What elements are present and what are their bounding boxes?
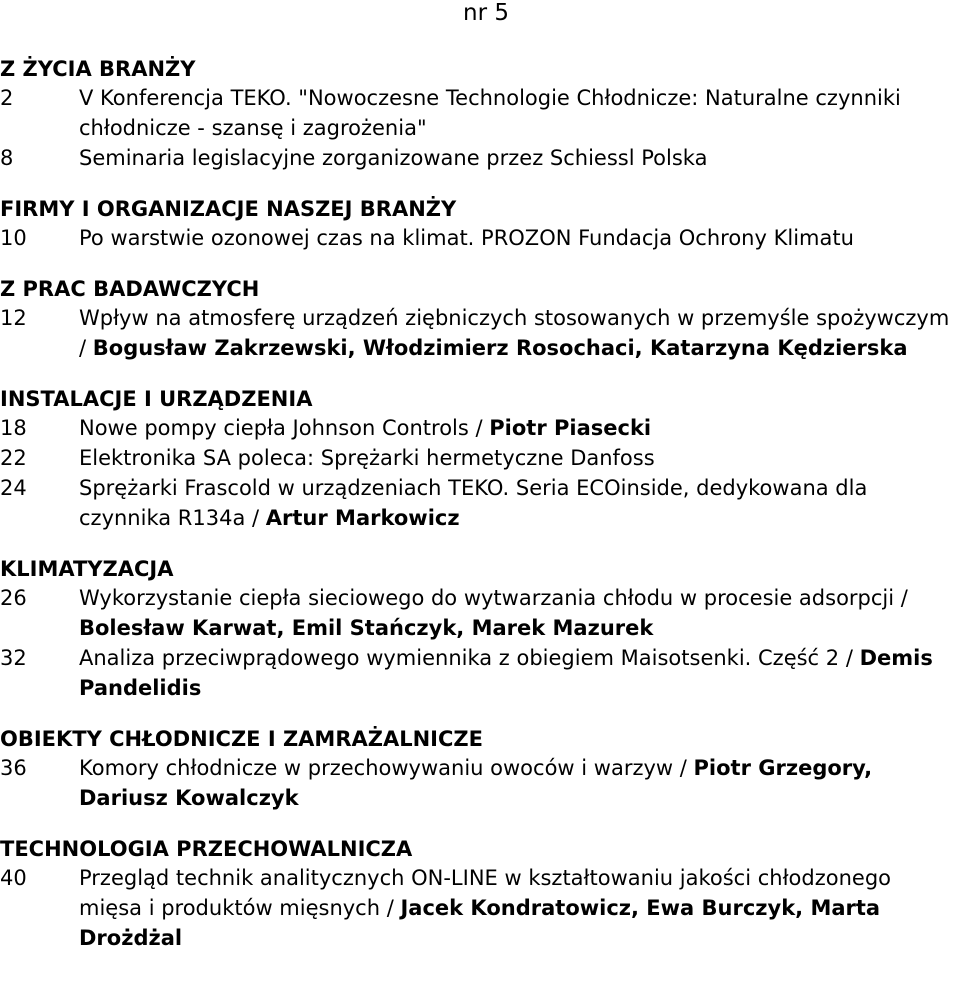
entry-page-number: 26 [0, 586, 27, 610]
entry-text [79, 223, 960, 253]
section-heading: KLIMATYZACJA [0, 557, 174, 581]
toc-entry [0, 473, 960, 533]
entry-text [79, 443, 960, 473]
entry-page-number: 32 [0, 646, 27, 670]
entry-text [79, 83, 960, 143]
entry-title: Elektronika SA poleca: Sprężarki hermetyczne Danfoss [79, 446, 655, 470]
entry-title: Wykorzystanie ciepła sieciowego do wytwarzania chłodu w procesie adsorpcji [79, 586, 895, 610]
entry-separator: / [79, 336, 93, 360]
toc-section [0, 195, 960, 253]
section-heading: FIRMY I ORGANIZACJE NASZEJ BRANŻY [0, 197, 457, 221]
entry-authors: Bogusław Zakrzewski, Włodzimierz Rosochaci, Katarzyna Kędzierska [92, 336, 908, 360]
entry-page-number: 10 [0, 226, 27, 250]
entry-title: V Konferencja TEKO. "Nowoczesne Technologie Chłodnicze: Naturalne czynniki chłodnicze - szansę i zagrożenia" [79, 86, 901, 140]
issue-number: nr 5 [463, 0, 509, 26]
toc-entry [0, 83, 960, 143]
entry-separator: / [245, 506, 266, 530]
entry-text [79, 863, 960, 953]
section-gap [0, 813, 960, 835]
section-gap [0, 173, 960, 195]
entry-page-number: 2 [0, 86, 14, 110]
toc-entry [0, 413, 960, 443]
section-heading: INSTALACJE I URZĄDZENIA [0, 387, 313, 411]
entry-title: Sprężarki Frascold w urządzeniach TEKO. Seria ECOinside, dedykowana dla czynnika R134a [79, 476, 868, 530]
section-heading: Z ŻYCIA BRANŻY [0, 57, 196, 81]
entry-authors: Artur Markowicz [265, 506, 460, 530]
toc-section [0, 385, 960, 533]
section-heading: TECHNOLOGIA PRZECHOWALNICZA [0, 837, 413, 861]
section-gap [0, 533, 960, 555]
toc-entry [0, 753, 960, 813]
entry-title: Wpływ na atmosferę urządzeń ziębniczych stosowanych w przemyśle spożywczym [79, 306, 950, 330]
toc-section [0, 725, 960, 813]
toc-entry [0, 643, 960, 703]
entry-authors: Piotr Piasecki [489, 416, 652, 440]
entry-separator: / [673, 756, 694, 780]
toc-section [0, 275, 960, 363]
toc-entry [0, 443, 960, 473]
entry-page-number: 18 [0, 416, 27, 440]
entry-title: Komory chłodnicze w przechowywaniu owoców i warzyw [79, 756, 674, 780]
entry-page-number: 24 [0, 476, 27, 500]
entry-page-number: 36 [0, 756, 27, 780]
toc-entry [0, 303, 960, 363]
entry-separator: / [894, 586, 908, 610]
entry-title: Seminaria legislacyjne zorganizowane przez Schiessl Polska [79, 146, 708, 170]
entry-page-number: 8 [0, 146, 14, 170]
entry-page-number: 22 [0, 446, 27, 470]
entry-authors: Bolesław Karwat, Emil Stańczyk, Marek Mazurek [79, 616, 654, 640]
entry-text [79, 143, 960, 173]
toc-entry [0, 143, 960, 173]
entry-title: Analiza przeciwprądowego wymiennika z obiegiem Maisotsenki. Część 2 [79, 646, 840, 670]
entry-text [79, 473, 960, 533]
section-heading: OBIEKTY CHŁODNICZE I ZAMRAŻALNICZE [0, 727, 483, 751]
entry-separator: / [468, 416, 490, 440]
toc-entry [0, 863, 960, 953]
entry-text [79, 413, 960, 443]
toc-section [0, 835, 960, 953]
section-heading: Z PRAC BADAWCZYCH [0, 277, 260, 301]
section-gap [0, 253, 960, 275]
entry-title: Nowe pompy ciepła Johnson Controls [79, 416, 469, 440]
section-gap [0, 703, 960, 725]
entry-text [79, 303, 960, 363]
entry-page-number: 40 [0, 866, 27, 890]
entry-text [79, 753, 960, 813]
entry-authors: Demis Pandelidis [79, 646, 933, 700]
entry-separator: / [839, 646, 860, 670]
toc-entry [0, 583, 960, 643]
entry-authors: Piotr Grzegory, Dariusz Kowalczyk [79, 756, 873, 810]
entry-separator: / [380, 896, 401, 920]
toc-section [0, 555, 960, 703]
entry-text [79, 643, 960, 703]
toc-entry [0, 223, 960, 253]
entry-title: Po warstwie ozonowej czas na klimat. PROZON Fundacja Ochrony Klimatu [79, 226, 854, 250]
section-gap [0, 363, 960, 385]
entry-title: Przegląd technik analitycznych ON-LINE w kształtowaniu jakości chłodzonego mięsa i produktów mięsnych [79, 866, 892, 920]
entry-text [79, 583, 960, 643]
entry-authors: Jacek Kondratowicz, Ewa Burczyk, Marta Drożdżal [79, 896, 881, 950]
entry-page-number: 12 [0, 306, 27, 330]
toc-section [0, 55, 960, 173]
table-of-contents [0, 55, 960, 953]
